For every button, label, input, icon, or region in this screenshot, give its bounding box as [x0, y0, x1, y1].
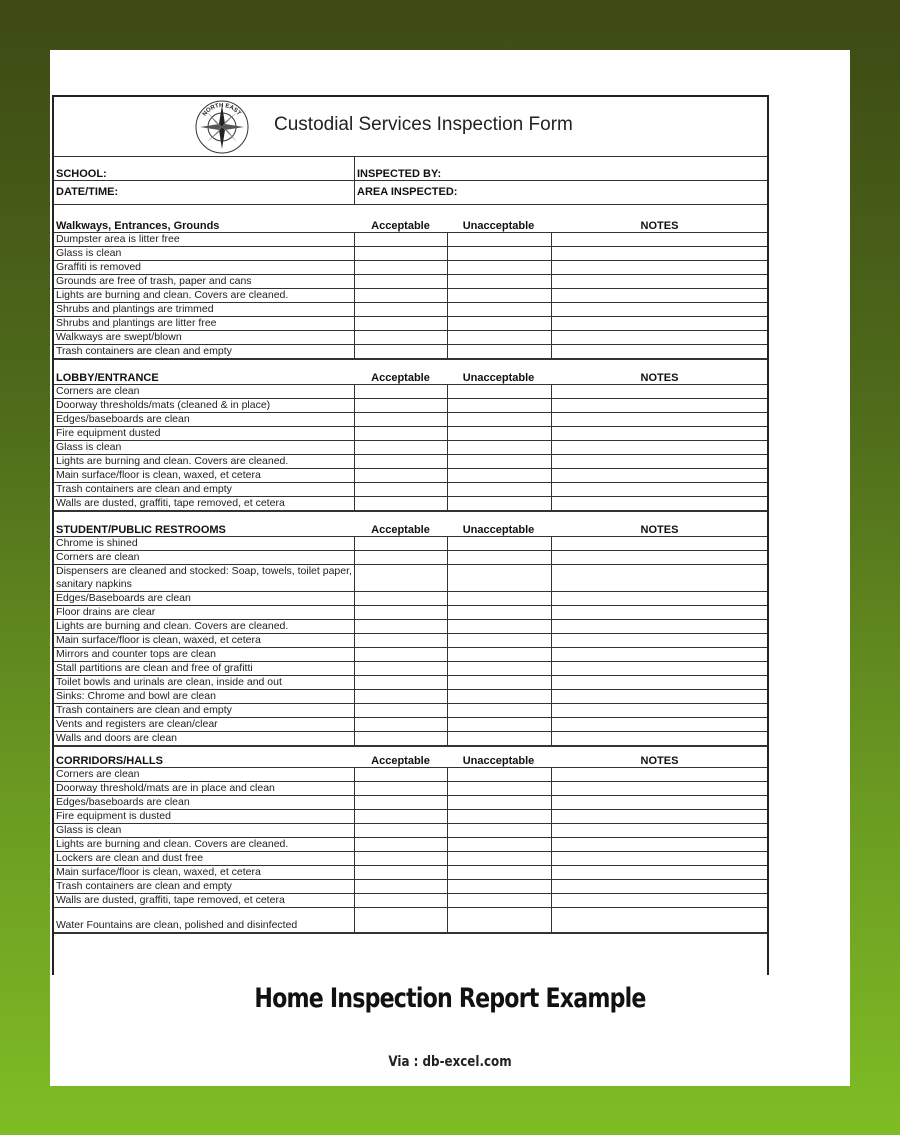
checklist-item-label: Grounds are free of trash, paper and cans [56, 275, 252, 287]
unacceptable-checkbox[interactable] [447, 483, 552, 496]
unacceptable-checkbox[interactable] [447, 537, 552, 550]
acceptable-checkbox[interactable] [354, 441, 448, 454]
acceptable-checkbox[interactable] [354, 399, 448, 412]
checklist-item-label: Main surface/floor is clean, waxed, et cetera [56, 634, 261, 646]
acceptable-column-header: Acceptable [371, 755, 430, 767]
unacceptable-checkbox[interactable] [447, 838, 552, 851]
acceptable-checkbox[interactable] [354, 880, 448, 893]
acceptable-checkbox[interactable] [354, 782, 448, 795]
unacceptable-checkbox[interactable] [447, 289, 552, 302]
section-title: Walkways, Entrances, Grounds [56, 220, 220, 232]
section-header [54, 369, 767, 384]
section-header [54, 752, 767, 767]
school-row [54, 157, 767, 181]
checklist-item-label: Glass is clean [56, 247, 122, 259]
unacceptable-checkbox[interactable] [447, 441, 552, 454]
acceptable-checkbox[interactable] [354, 606, 448, 619]
checklist-item-label: Vents and registers are clean/clear [56, 718, 218, 730]
unacceptable-checkbox[interactable] [447, 455, 552, 468]
acceptable-checkbox[interactable] [354, 620, 448, 633]
acceptable-checkbox[interactable] [354, 810, 448, 823]
acceptable-checkbox[interactable] [354, 676, 448, 689]
acceptable-checkbox[interactable] [354, 247, 448, 260]
checklist-item-label: Trash containers are clean and empty [56, 483, 232, 495]
acceptable-checkbox[interactable] [354, 261, 448, 274]
acceptable-column-header: Acceptable [371, 220, 430, 232]
acceptable-checkbox[interactable] [354, 634, 448, 647]
section-title: STUDENT/PUBLIC RESTROOMS [56, 524, 226, 536]
checklist-item-label: Corners are clean [56, 551, 140, 563]
checklist-item-label: Floor drains are clear [56, 606, 156, 618]
unacceptable-checkbox[interactable] [447, 718, 552, 731]
unacceptable-checkbox[interactable] [447, 261, 552, 274]
notes-column-header: NOTES [640, 524, 679, 536]
acceptable-checkbox[interactable] [354, 385, 448, 398]
acceptable-checkbox[interactable] [354, 537, 448, 550]
unacceptable-checkbox[interactable] [447, 497, 552, 510]
notes-area[interactable] [550, 537, 769, 746]
checklist-item-label: Walls are dusted, graffiti, tape removed, et cetera [56, 894, 285, 906]
checklist-item-label: Main surface/floor is clean, waxed, et cetera [56, 469, 261, 481]
svg-text:NORTH EAST: NORTH EAST [201, 102, 242, 118]
acceptable-checkbox[interactable] [354, 690, 448, 703]
acceptable-column-header: Acceptable [371, 372, 430, 384]
acceptable-checkbox[interactable] [354, 303, 448, 316]
unacceptable-checkbox[interactable] [447, 732, 552, 745]
inspected-by-field[interactable]: INSPECTED BY: [354, 157, 769, 180]
page-card [50, 50, 850, 1086]
checklist-grid [54, 384, 767, 512]
checklist-item-label: Corners are clean [56, 385, 140, 397]
acceptable-checkbox[interactable] [354, 866, 448, 879]
unacceptable-checkbox[interactable] [447, 592, 552, 605]
notes-area[interactable] [550, 233, 769, 359]
checklist-grid [54, 767, 767, 934]
checklist-grid [54, 536, 767, 747]
checklist-item-label: Water Fountains are clean, polished and disinfected [56, 919, 298, 931]
unacceptable-checkbox[interactable] [447, 796, 552, 809]
section-title: LOBBY/ENTRANCE [56, 372, 159, 384]
checklist-item-label: Lights are burning and clean. Covers are cleaned. [56, 838, 289, 850]
unacceptable-checkbox[interactable] [447, 894, 552, 907]
acceptable-checkbox[interactable] [354, 455, 448, 468]
checklist-item-label: Walkways are swept/blown [56, 331, 182, 343]
date-time-field[interactable]: DATE/TIME: [56, 186, 119, 198]
checklist-item-label: Fire equipment dusted [56, 427, 161, 439]
notes-column-header: NOTES [640, 755, 679, 767]
checklist-item-label: Dispensers are cleaned and stocked: Soap, towels, toilet paper, sanitary napkins [56, 565, 352, 590]
checklist-item-label: Dumpster area is litter free [56, 233, 180, 245]
acceptable-checkbox[interactable] [354, 908, 448, 932]
checklist-item-label: Toilet bowls and urinals are clean, inside and out [56, 676, 282, 688]
form-title: Custodial Services Inspection Form [274, 114, 573, 135]
unacceptable-checkbox[interactable] [447, 768, 552, 781]
acceptable-checkbox[interactable] [354, 768, 448, 781]
checklist-item-label: Corners are clean [56, 768, 140, 780]
unacceptable-checkbox[interactable] [447, 676, 552, 689]
unacceptable-checkbox[interactable] [447, 810, 552, 823]
school-field[interactable]: SCHOOL: [56, 168, 107, 180]
checklist-item-label: Edges/baseboards are clean [56, 413, 190, 425]
acceptable-checkbox[interactable] [354, 824, 448, 837]
acceptable-checkbox[interactable] [354, 427, 448, 440]
unacceptable-checkbox[interactable] [447, 345, 552, 358]
checklist-item-label: Walls and doors are clean [56, 732, 178, 744]
acceptable-checkbox[interactable] [354, 413, 448, 426]
acceptable-checkbox[interactable] [354, 275, 448, 288]
acceptable-checkbox[interactable] [354, 551, 448, 564]
unacceptable-checkbox[interactable] [447, 662, 552, 675]
unacceptable-checkbox[interactable] [447, 427, 552, 440]
acceptable-checkbox[interactable] [354, 662, 448, 675]
unacceptable-checkbox[interactable] [447, 469, 552, 482]
checklist-item-label: Walls are dusted, graffiti, tape removed, et cetera [56, 497, 285, 509]
unacceptable-column-header: Unacceptable [462, 372, 535, 384]
date-row [54, 181, 767, 205]
checklist-item-label: Edges/baseboards are clean [56, 796, 190, 808]
checklist-item-label: Lights are burning and clean. Covers are cleaned. [56, 455, 289, 467]
unacceptable-checkbox[interactable] [447, 704, 552, 717]
checklist-item-label: Main surface/floor is clean, waxed, et cetera [56, 866, 261, 878]
unacceptable-checkbox[interactable] [447, 606, 552, 619]
notes-column-header: NOTES [640, 372, 679, 384]
unacceptable-checkbox[interactable] [447, 782, 552, 795]
unacceptable-checkbox[interactable] [447, 303, 552, 316]
checklist-item-label: Shrubs and plantings are trimmed [56, 303, 214, 315]
unacceptable-checkbox[interactable] [447, 648, 552, 661]
unacceptable-checkbox[interactable] [447, 634, 552, 647]
unacceptable-checkbox[interactable] [447, 233, 552, 246]
checklist-item-label: Edges/Baseboards are clean [56, 592, 191, 604]
unacceptable-checkbox[interactable] [447, 551, 552, 564]
acceptable-checkbox[interactable] [354, 894, 448, 907]
section-header [54, 521, 767, 536]
notes-area[interactable] [550, 385, 769, 511]
unacceptable-column-header: Unacceptable [462, 755, 535, 767]
checklist-item-label: Lockers are clean and dust free [56, 852, 204, 864]
checklist-item-label: Shrubs and plantings are litter free [56, 317, 217, 329]
acceptable-checkbox[interactable] [354, 345, 448, 358]
notes-column-header: NOTES [640, 220, 679, 232]
acceptable-checkbox[interactable] [354, 648, 448, 661]
unacceptable-checkbox[interactable] [447, 824, 552, 837]
source-credit: Via : db-excel.com [388, 1054, 512, 1070]
unacceptable-checkbox[interactable] [447, 866, 552, 879]
checklist-item-label: Glass is clean [56, 441, 122, 453]
checklist-item-label: Trash containers are clean and empty [56, 345, 232, 357]
acceptable-checkbox[interactable] [354, 592, 448, 605]
acceptable-checkbox[interactable] [354, 469, 448, 482]
acceptable-checkbox[interactable] [354, 317, 448, 330]
unacceptable-checkbox[interactable] [447, 399, 552, 412]
unacceptable-checkbox[interactable] [447, 275, 552, 288]
checklist-item-label: Lights are burning and clean. Covers are cleaned. [56, 620, 289, 632]
unacceptable-checkbox[interactable] [447, 331, 552, 344]
acceptable-checkbox[interactable] [354, 289, 448, 302]
district-seal-logo [194, 99, 250, 155]
acceptable-checkbox[interactable] [354, 796, 448, 809]
acceptable-checkbox[interactable] [354, 852, 448, 865]
checklist-item-label: Trash containers are clean and empty [56, 704, 232, 716]
section-header [54, 217, 767, 232]
unacceptable-checkbox[interactable] [447, 317, 552, 330]
checklist-item-label: Doorway thresholds/mats (cleaned & in place) [56, 399, 271, 411]
notes-area[interactable] [550, 768, 769, 933]
acceptable-checkbox[interactable] [354, 497, 448, 510]
area-inspected-field[interactable]: AREA INSPECTED: [354, 181, 769, 204]
unacceptable-checkbox[interactable] [447, 565, 552, 591]
acceptable-checkbox[interactable] [354, 732, 448, 745]
acceptable-checkbox[interactable] [354, 565, 448, 591]
checklist-item-label: Fire equipment is dusted [56, 810, 171, 822]
checklist-grid [54, 232, 767, 360]
unacceptable-checkbox[interactable] [447, 908, 552, 932]
checklist-item-label: Trash containers are clean and empty [56, 880, 232, 892]
unacceptable-checkbox[interactable] [447, 620, 552, 633]
checklist-item-label: Mirrors and counter tops are clean [56, 648, 216, 660]
unacceptable-checkbox[interactable] [447, 690, 552, 703]
unacceptable-checkbox[interactable] [447, 385, 552, 398]
unacceptable-column-header: Unacceptable [462, 220, 535, 232]
inspection-form [52, 95, 769, 975]
checklist-item-label: Sinks: Chrome and bowl are clean [56, 690, 216, 702]
caption-title: Home Inspection Report Example [254, 983, 646, 1014]
acceptable-checkbox[interactable] [354, 718, 448, 731]
checklist-item-label: Lights are burning and clean. Covers are cleaned. [56, 289, 289, 301]
section-title: CORRIDORS/HALLS [56, 755, 163, 767]
checklist-item-label: Stall partitions are clean and free of grafitti [56, 662, 253, 674]
acceptable-checkbox[interactable] [354, 233, 448, 246]
acceptable-column-header: Acceptable [371, 524, 430, 536]
checklist-item-label: Glass is clean [56, 824, 122, 836]
checklist-item-label: Doorway threshold/mats are in place and clean [56, 782, 275, 794]
unacceptable-checkbox[interactable] [447, 880, 552, 893]
checklist-item-label: Graffiti is removed [56, 261, 141, 273]
unacceptable-checkbox[interactable] [447, 413, 552, 426]
acceptable-checkbox[interactable] [354, 704, 448, 717]
acceptable-checkbox[interactable] [354, 331, 448, 344]
checklist-item-label: Chrome is shined [56, 537, 138, 549]
unacceptable-column-header: Unacceptable [462, 524, 535, 536]
unacceptable-checkbox[interactable] [447, 247, 552, 260]
unacceptable-checkbox[interactable] [447, 852, 552, 865]
acceptable-checkbox[interactable] [354, 838, 448, 851]
form-header [54, 97, 767, 157]
acceptable-checkbox[interactable] [354, 483, 448, 496]
